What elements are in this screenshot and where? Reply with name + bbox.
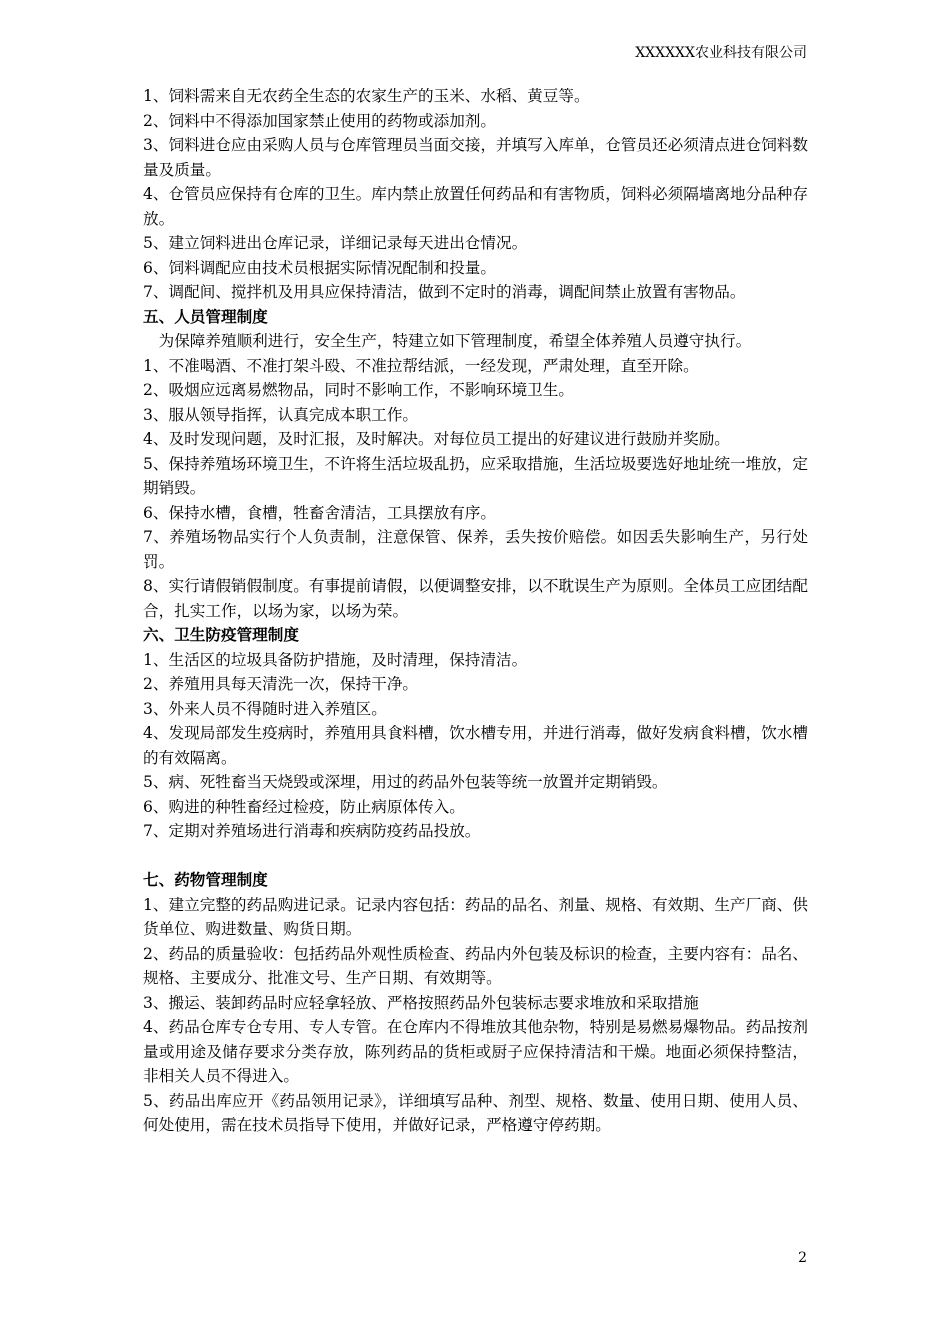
list-item: 2、吸烟应远离易燃物品，同时不影响工作，不影响环境卫生。 [143,381,574,399]
list-item: 3、饲料进仓应由采购人员与仓库管理员当面交接，并填写入库单，仓管员还必须清点进仓饲料数量及质量。 [143,136,808,179]
list-item: 1、生活区的垃圾具备防护措施，及时清理，保持清洁。 [143,650,528,669]
feed-rules-list [143,84,808,305]
list-item: 7、定期对养殖场进行消毒和疾病防疫药品投放。 [143,822,481,840]
list-item: 7、养殖场物品实行个人负责制，注意保管、保养，丢失按价赔偿。如因丢失影响生产，另行处罚。 [143,528,808,571]
personnel-rules-list [143,354,808,624]
list-item: 7、调配间、搅拌机及用具应保持清洁，做到不定时的消毒，调配间禁止放置有害物品。 [143,283,746,301]
section-intro: 为保障养殖顺利进行，安全生产，特建立如下管理制度，希望全体养殖人员遵守执行。 [158,332,752,350]
list-item: 4、药品仓库专仓专用、专人专管。在仓库内不得堆放其他杂物，特别是易燃易爆物品。药品按剂量或用途及储存要求分类存放，陈列药品的货柜或厨子应保持清洁和干燥。地面必须保持整洁，非相关人员不得进入。 [143,1018,808,1085]
list-item: 4、发现局部发生疫病时，养殖用具食料槽，饮水槽专用，并进行消毒，做好发病食料槽，饮水槽的有效隔离。 [143,724,808,767]
page-header-company: XXXXXX农业科技有限公司 [635,45,807,61]
list-item: 5、建立饲料进出仓库记录，详细记录每天进出仓情况。 [143,234,528,252]
list-item: 5、病、死牲畜当天烧毁或深埋，用过的药品外包装等统一放置并定期销毁。 [143,773,668,791]
list-item: 6、购进的种牲畜经过检疫，防止病原体传入。 [143,797,465,816]
hygiene-rules-list [143,648,808,844]
list-item: 1、饲料需来自无农药全生态的农家生产的玉米、水稻、黄豆等。 [143,87,590,105]
list-item: 2、饲料中不得添加国家禁止使用的药物或添加剂。 [143,111,496,130]
section-heading-hygiene: 六、卫生防疫管理制度 [143,625,299,644]
list-item: 1、不准喝酒、不准打架斗殴、不准拉帮结派，一经发现，严肃处理，直至开除。 [143,356,699,375]
paragraph-spacer [143,844,808,869]
section-heading-medicine: 七、药物管理制度 [143,870,268,889]
list-item: 6、饲料调配应由技术员根据实际情况配制和投量。 [143,258,496,277]
list-item: 8、实行请假销假制度。有事提前请假，以便调整安排，以不耽误生产为原则。全体员工应团结配合，扎实工作，以场为家，以场为荣。 [143,577,808,620]
list-item: 3、搬运、装卸药品时应轻拿轻放、严格按照药品外包装标志要求堆放和采取措施 [143,993,699,1012]
section-heading-personnel: 五、人员管理制度 [143,306,268,326]
list-item: 3、服从领导指挥，认真完成本职工作。 [143,405,419,424]
list-item: 6、保持水槽，食槽，牲畜舍清洁，工具摆放有序。 [143,503,496,522]
page-number: 2 [798,1250,807,1266]
list-item: 5、药品出库应开《药品领用记录》，详细填写品种、剂型、规格、数量、使用日期、使用人员、何处使用，需在技术员指导下使用，并做好记录，严格遵守停药期。 [143,1091,808,1134]
list-item: 4、及时发现问题，及时汇报，及时解决。对每位员工提出的好建议进行鼓励并奖励。 [143,430,730,448]
list-item: 2、药品的质量验收：包括药品外观性质检查、药品内外包装及标识的检查，主要内容有：品名、规格、主要成分、批准文号、生产日期、有效期等。 [143,944,808,987]
list-item: 4、仓管员应保持有仓库的卫生。库内禁止放置任何药品和有害物质，饲料必须隔墙离地分品种存放。 [143,185,808,228]
list-item: 3、外来人员不得随时进入养殖区。 [143,699,387,718]
list-item: 2、养殖用具每天清洗一次，保持干净。 [143,675,419,693]
medicine-rules-list [143,893,808,1138]
document-body [143,84,808,1138]
list-item: 5、保持养殖场环境卫生，不许将生活垃圾乱扔，应采取措施，生活垃圾要选好地址统一堆放，定期销毁。 [143,454,808,497]
list-item: 1、建立完整的药品购进记录。记录内容包括：药品的品名、剂量、规格、有效期、生产厂商、供货单位、购进数量、购货日期。 [143,895,808,938]
